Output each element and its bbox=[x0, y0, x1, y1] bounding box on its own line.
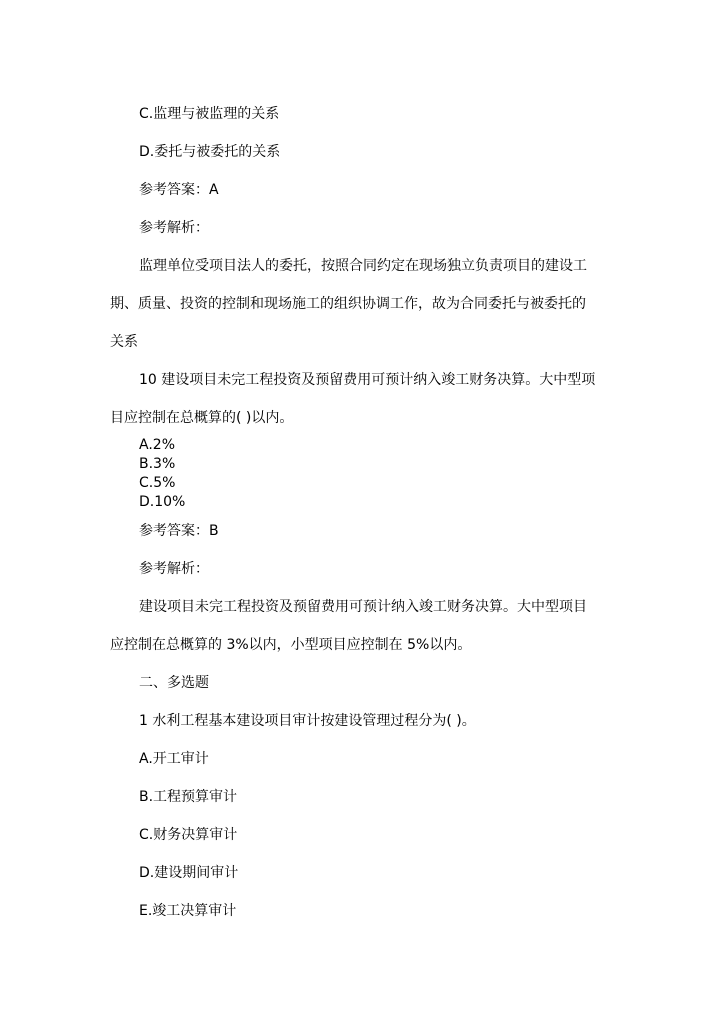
q10-analysis-line-1: 建设项目未完工程投资及预留费用可预计纳入竣工财务决算。大中型项目 bbox=[139, 599, 587, 615]
mq1-stem: 1 水利工程基本建设项目审计按建设管理过程分为( )。 bbox=[139, 713, 476, 729]
mq1-option-b: B.工程预算审计 bbox=[139, 789, 238, 805]
q10-option-d: D.10% bbox=[139, 494, 186, 510]
q9-analysis-line-2: 期、质量、投资的控制和现场施工的组织协调工作，故为合同委托与被委托的 bbox=[110, 296, 586, 312]
mq1-option-e: E.竣工决算审计 bbox=[139, 903, 237, 919]
q10-stem-line-1: 10 建设项目未完工程投资及预留费用可预计纳入竣工财务决算。大中型项 bbox=[139, 372, 596, 388]
q9-option-d: D.委托与被委托的关系 bbox=[139, 144, 281, 160]
q9-option-c: C.监理与被监理的关系 bbox=[139, 106, 280, 122]
mq1-option-d: D.建设期间审计 bbox=[139, 865, 239, 881]
mq1-option-a: A.开工审计 bbox=[139, 751, 209, 767]
q9-analysis-line-1: 监理单位受项目法人的委托，按照合同约定在现场独立负责项目的建设工 bbox=[139, 258, 587, 274]
section-title: 二、多选题 bbox=[139, 675, 209, 691]
q9-analysis-label: 参考解析： bbox=[139, 220, 209, 236]
q10-analysis-label: 参考解析： bbox=[139, 561, 209, 577]
mq1-option-c: C.财务决算审计 bbox=[139, 827, 238, 843]
q10-option-a: A.2% bbox=[139, 437, 175, 453]
q10-analysis-line-2: 应控制在总概算的 3%以内，小型项目应控制在 5%以内。 bbox=[110, 637, 472, 653]
q10-stem-line-2: 目应控制在总概算的( )以内。 bbox=[110, 410, 294, 426]
q9-analysis-line-3: 关系 bbox=[110, 334, 138, 350]
q10-answer: 参考答案：B bbox=[139, 523, 219, 539]
q10-option-c: C.5% bbox=[139, 475, 176, 491]
q10-option-b: B.3% bbox=[139, 456, 176, 472]
q9-answer: 参考答案：A bbox=[139, 182, 219, 198]
